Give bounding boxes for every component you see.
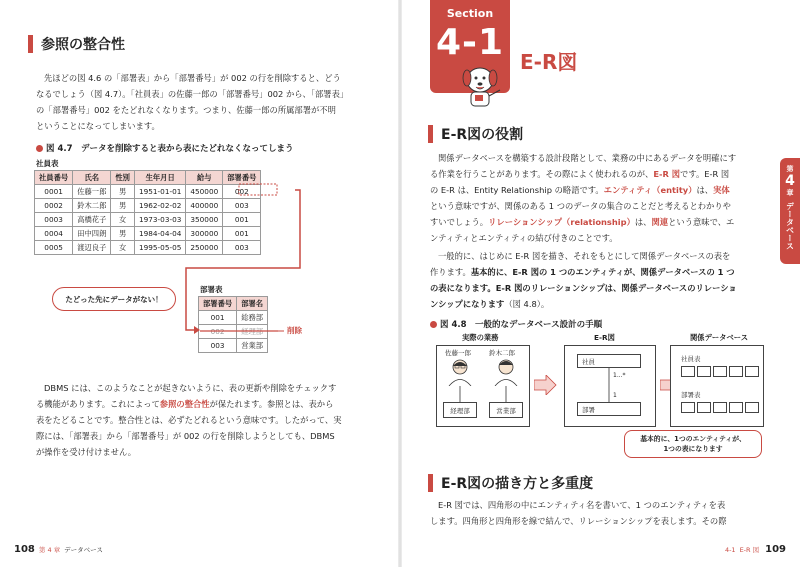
left-footer xyxy=(14,544,103,555)
body-line xyxy=(430,248,770,264)
body-text: ンティティとエンティティの結び付きのことです。 xyxy=(430,233,618,243)
body-text: という意味で、エ xyxy=(668,217,735,227)
body-text: 作ります。 xyxy=(430,267,471,277)
table-cell: 鈴木二郎 xyxy=(73,199,111,213)
table-cell: 350000 xyxy=(186,213,223,227)
intro-line: ということになってしまいます。 xyxy=(36,121,160,131)
body-line xyxy=(36,412,376,428)
dept2-box: 営業部 xyxy=(489,402,523,418)
column-header: 給与 xyxy=(186,171,223,185)
body-text: る機能があります。これによって xyxy=(36,399,160,409)
business-box xyxy=(436,345,530,427)
body-text: という意味ですが、関係のある 1 つのデータの集合のことだと考えるとわかりや xyxy=(430,201,731,211)
figure-caption xyxy=(430,318,602,330)
body-text: 際には、「部署表」から「部署番号」が 002 の行を削除しようとしても、DBMS xyxy=(36,431,335,441)
notation-line: します。四角形と四角形を線で結んで、リレーションシップを表します。その際 xyxy=(430,516,727,526)
table-cell: 450000 xyxy=(186,185,223,199)
table-cell: 001 xyxy=(223,227,261,241)
col-rdb-title: 関係データベース xyxy=(690,333,749,342)
body-line xyxy=(36,396,376,412)
side-tab-number: 4 xyxy=(785,173,795,189)
body-text: です。E-R 図 xyxy=(680,169,730,179)
table-cell: 400000 xyxy=(186,199,223,213)
heading-er-notation xyxy=(428,473,593,493)
column-header: 部署番号 xyxy=(199,297,237,311)
section-label: Section xyxy=(446,7,494,20)
column-header: 部署名 xyxy=(237,297,268,311)
caption-text: 図 4.8 一般的なデータベース設計の手順 xyxy=(440,320,603,330)
table-cell: 経理部 xyxy=(237,325,268,339)
right-footer xyxy=(721,544,786,555)
column-header: 社員番号 xyxy=(35,171,73,185)
relationship-line xyxy=(565,346,655,426)
body-line xyxy=(430,280,770,296)
table-cell: 渡辺良子 xyxy=(73,241,111,255)
section-footer-label: 4-1 xyxy=(724,545,736,554)
dept1-box: 経理部 xyxy=(443,402,477,418)
body-text: E-R 図 xyxy=(653,169,681,179)
body-text: は、 xyxy=(634,217,652,227)
body-line xyxy=(430,198,770,214)
body-paragraph xyxy=(36,380,376,460)
body-text: る作業を行うことがあります。その際によく使われるのが、 xyxy=(430,169,654,179)
heading-text: 参照の整合性 xyxy=(41,37,125,53)
er-box xyxy=(564,345,656,427)
chapter-label: 第 4 章 xyxy=(38,546,61,554)
heading-bar xyxy=(428,125,433,143)
body-text: エンティティ（entity） xyxy=(603,185,697,195)
table-cell: 003 xyxy=(223,199,261,213)
callout-text: たどった先にデータがない！ xyxy=(65,294,163,304)
table-cell: 0002 xyxy=(35,199,73,213)
person2-name: 鈴木二郎 xyxy=(489,349,515,357)
table-cell: 男 xyxy=(111,227,135,241)
body-text: 基本的に、E-R 図の 1 つのエンティティが、関係データベースの 1 つ xyxy=(470,267,735,277)
section-number: 4-1 xyxy=(435,22,505,63)
role-paragraph xyxy=(430,150,770,246)
page-number: 108 xyxy=(14,544,35,555)
body-text: ンシップになります xyxy=(430,299,505,309)
caption-bullet-icon xyxy=(430,321,437,328)
body-text: 実体 xyxy=(713,185,730,195)
cardinality-one: 1 xyxy=(613,392,617,399)
entity2-box: 部署 xyxy=(577,402,641,416)
table-cell: 女 xyxy=(111,213,135,227)
notation-paragraph xyxy=(430,497,770,529)
heading-text: E-R図の役割 xyxy=(441,127,524,143)
table-cell: 男 xyxy=(111,199,135,213)
table-cell: 0001 xyxy=(35,185,73,199)
body-text: が操作を受け付けません。 xyxy=(36,447,137,457)
table-cell: 001 xyxy=(199,311,237,325)
table-cell: 003 xyxy=(199,339,237,353)
intro-line: なるでしょう（図 4.7）。「社員表」の佐藤一郎の「部署番号」002 から、「部署表」 xyxy=(36,89,349,99)
employee-table-label: 社員表 xyxy=(36,159,59,168)
body-line xyxy=(430,150,770,166)
table-cell: 総務部 xyxy=(237,311,268,325)
body-text: 関係データベースを構築する設計段階として、業務の中にあるデータを明確にす xyxy=(438,153,737,163)
body-text: 一般的に、はじめに E-R 図を描き、それをもとにして関係データベースの表を xyxy=(438,251,731,261)
table-cell: 003 xyxy=(223,241,261,255)
chapter-side-tab xyxy=(780,158,800,264)
table-cell: 田中四朗 xyxy=(73,227,111,241)
page-number: 109 xyxy=(765,544,786,555)
chapter-title: E-R図 xyxy=(520,50,578,74)
column-header: 部署番号 xyxy=(223,171,261,185)
table-cell: 002 xyxy=(223,185,261,199)
heading-text: E-R図の描き方と多重度 xyxy=(441,476,594,492)
body-line xyxy=(36,380,376,396)
table-cell: 002 xyxy=(199,325,237,339)
table-cell: 1973-03-03 xyxy=(134,213,185,227)
body-text: 表をたどることです。整合性とは、必ずたどれるという意味です。したがって、実 xyxy=(36,415,342,425)
heading-er-role xyxy=(428,124,523,144)
body-text: は、 xyxy=(696,185,714,195)
table-cell: 300000 xyxy=(186,227,223,241)
cardinality-many: 1...* xyxy=(613,372,626,379)
table-cell: 001 xyxy=(223,213,261,227)
table-cell: 250000 xyxy=(186,241,223,255)
callout-bubble xyxy=(52,287,176,311)
table-cell: 営業部 xyxy=(237,339,268,353)
body-text: DBMS には、このようなことが起きないように、表の更新や削除をチェックす xyxy=(44,383,337,393)
table1-cells xyxy=(681,366,761,377)
note-bubble xyxy=(624,430,762,458)
notation-line: E-R 図では、四角形の中にエンティティ名を書いて、1 つのエンティティを表 xyxy=(438,500,726,510)
body-text: （図 4.8）。 xyxy=(504,299,550,309)
table-cell: 1962-02-02 xyxy=(134,199,185,213)
body-text: リレーションシップ（relationship） xyxy=(488,217,635,227)
body-line xyxy=(36,428,376,444)
heading-bar xyxy=(428,474,433,492)
table-cell: 女 xyxy=(111,241,135,255)
right-page xyxy=(400,0,800,567)
entity1-box: 社員 xyxy=(577,354,641,368)
col-business-title: 実際の業務 xyxy=(462,333,499,342)
note-line: 1つの表になります xyxy=(663,445,723,453)
body-text: すいでしょう。 xyxy=(430,217,489,227)
delete-label: 削除 xyxy=(287,326,302,335)
body-text: の表になります。E-R 図のリレーションシップは、関係データベースのリレーショ xyxy=(430,283,737,293)
column-header: 氏名 xyxy=(73,171,111,185)
col-er-title: E-R図 xyxy=(594,333,615,342)
body-line xyxy=(430,166,770,182)
intro-line: の「部署番号」002 をたどれなくなります。つまり、佐藤一郎の所属部署が不明 xyxy=(36,105,336,115)
table-cell: 1984-04-04 xyxy=(134,227,185,241)
side-tab-label: データベース xyxy=(785,202,795,250)
body-text: 関連 xyxy=(651,217,669,227)
person1-name: 佐藤一郎 xyxy=(445,349,471,357)
table-cell: 0004 xyxy=(35,227,73,241)
table-cell: 0005 xyxy=(35,241,73,255)
table1-label: 社員表 xyxy=(681,355,701,363)
table-cell: 1995-05-05 xyxy=(134,241,185,255)
table-cell: 男 xyxy=(111,185,135,199)
caption-text: 図 4.7 データを削除すると表から表にたどれなくなってしまう xyxy=(46,144,294,154)
arrow-right-icon xyxy=(534,375,558,395)
column-header: 生年月日 xyxy=(134,171,185,185)
side-tab-dai: 第 xyxy=(786,165,794,173)
table2-label: 部署表 xyxy=(681,391,701,399)
note-line: 基本的に、1つのエンティティが、 xyxy=(640,435,746,443)
section-footer-title: E-R 図 xyxy=(739,546,760,554)
table-cell: 0003 xyxy=(35,213,73,227)
chapter-title: データベース xyxy=(64,546,103,554)
body-line xyxy=(430,230,770,246)
dept-table-label: 部署表 xyxy=(200,285,223,294)
dog-mascot-icon xyxy=(456,60,506,110)
column-header: 性別 xyxy=(111,171,135,185)
body-line xyxy=(36,444,376,460)
rdb-box xyxy=(670,345,764,427)
body-text: が保たれます。参照とは、表から xyxy=(209,399,334,409)
table-cell: 高橋花子 xyxy=(73,213,111,227)
body-text: の E-R は、Entity Relationship の略語です。 xyxy=(430,185,604,195)
body-line xyxy=(430,182,770,198)
intro-line: 先ほどの図 4.6 の「部署表」から「部署番号」が 002 の行を削除すると、どう xyxy=(44,73,341,83)
table-cell: 1951-01-01 xyxy=(134,185,185,199)
table2-cells xyxy=(681,402,761,413)
table-cell: 佐藤一郎 xyxy=(73,185,111,199)
body-line xyxy=(430,264,770,280)
body-line xyxy=(430,296,770,312)
side-tab-sho: 章 xyxy=(786,189,794,197)
body-line xyxy=(430,214,770,230)
design-paragraph xyxy=(430,248,770,312)
body-text: 参照の整合性 xyxy=(159,399,210,409)
